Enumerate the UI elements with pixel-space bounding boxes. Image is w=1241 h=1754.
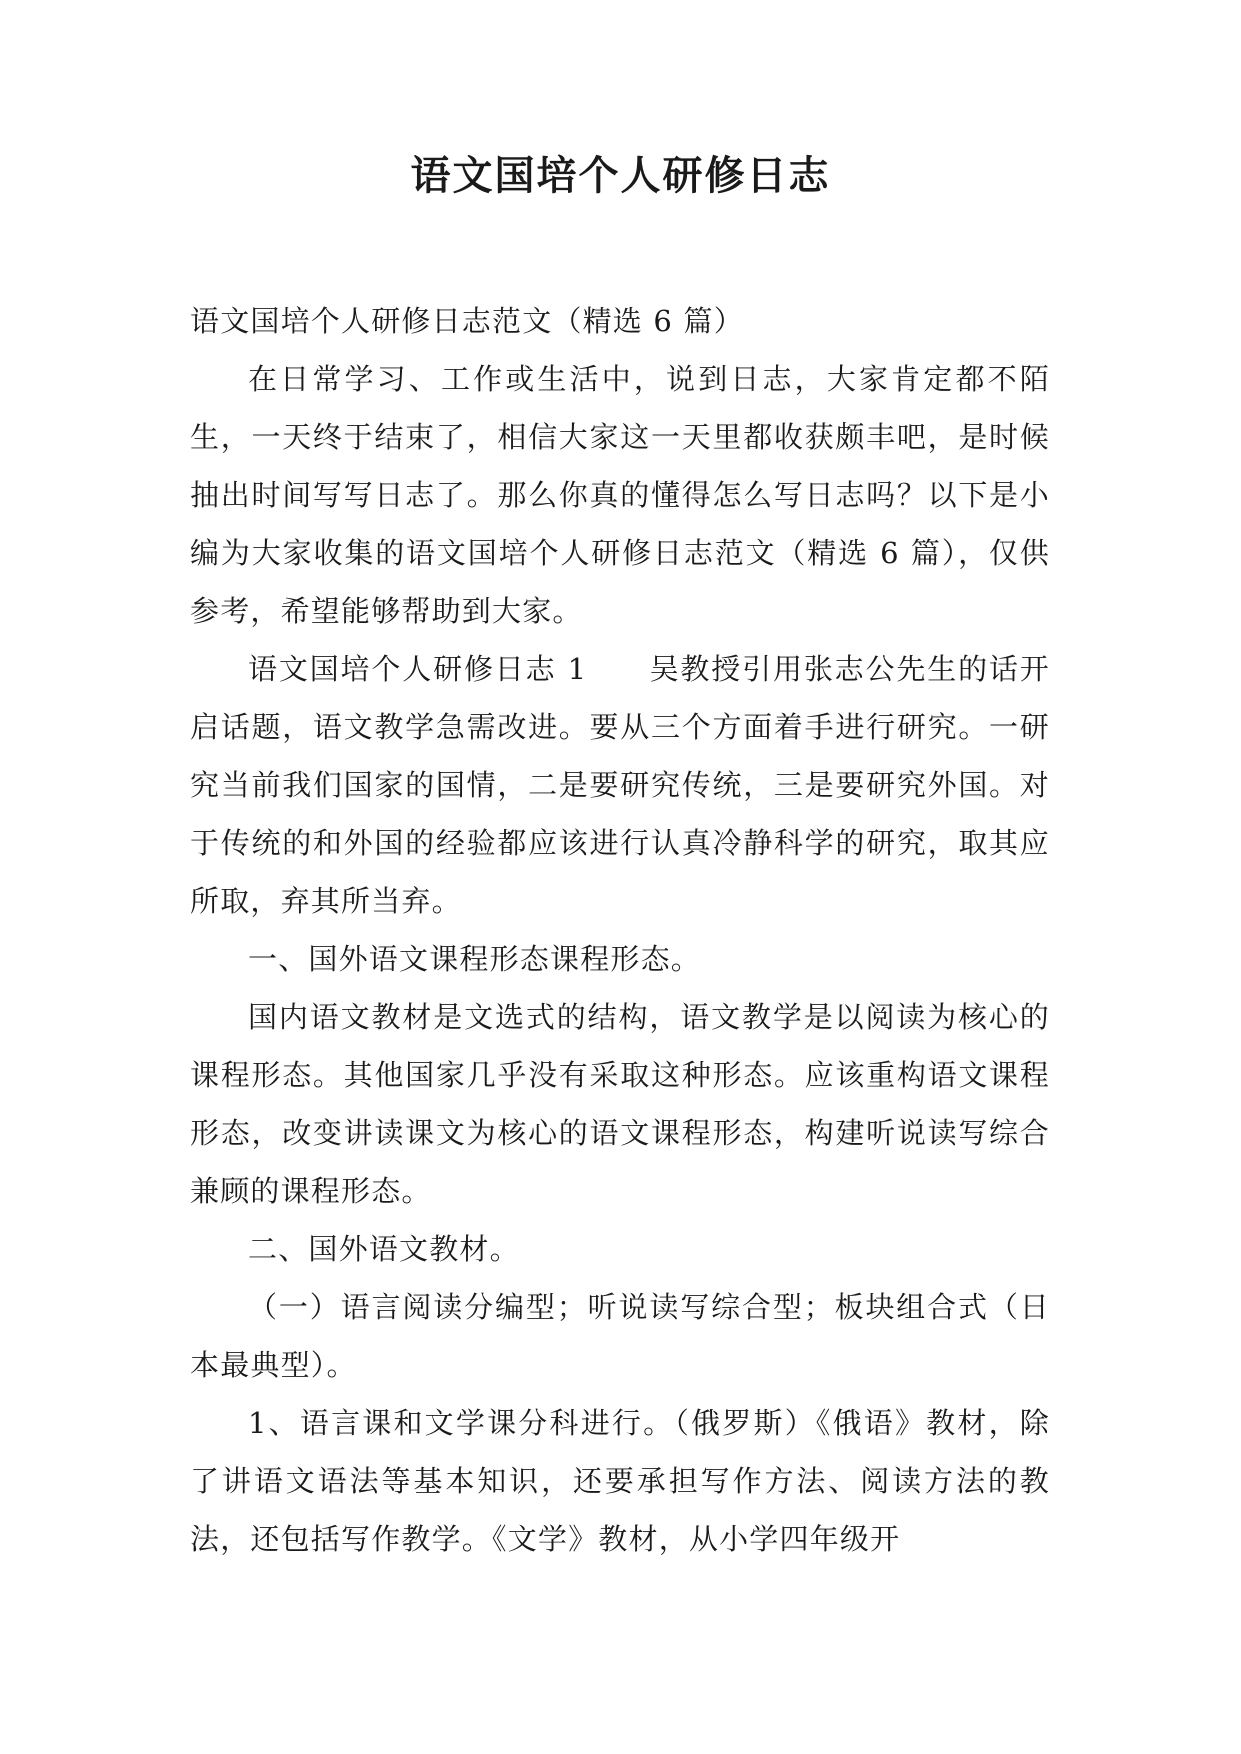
paragraph: （一）语言阅读分编型；听说读写综合型；板块组合式（日本最典型）。: [190, 1290, 1050, 1382]
section-heading: 二、国外语文教材。: [248, 1232, 520, 1266]
paragraph: 国内语文教材是文选式的结构，语文教学是以阅读为核心的课程形态。其他国家几乎没有采取这种形态。应该重构语文课程形态，改变讲读课文为核心的语文课程形态，构建听说读写综合兼顾的课程形态。: [190, 1000, 1050, 1208]
paragraph: 在日常学习、工作或生活中，说到日志，大家肯定都不陌生，一天终于结束了，相信大家这一天里都收获颇丰吧，是时候抽出时间写写日志了。那么你真的懂得怎么写日志吗？以下是小编为大家收集的语文国培个人研修日志范文（精选 6 篇），仅供参考，希望能够帮助到大家。: [190, 362, 1050, 628]
paragraph: 1、语言课和文学课分科进行。（俄罗斯）《俄语》教材，除了讲语文语法等基本知识，还要承担写作方法、阅读方法的教法，还包括写作教学。《文学》教材，从小学四年级开: [190, 1406, 1050, 1556]
document-body: [190, 292, 1050, 1568]
paragraph: 语文国培个人研修日志 1 吴教授引用张志公先生的话开启话题，语文教学急需改进。要从三个方面着手进行研究。一研究当前我们国家的国情，二是要研究传统，三是要研究外国。对于传统的和外国的经验都应该进行认真冷静科学的研究，取其应所取，弃其所当弃。: [190, 652, 1050, 918]
section-heading: 一、国外语文课程形态课程形态。: [248, 942, 702, 976]
document-title: 语文国培个人研修日志: [410, 152, 831, 199]
intro-line: 语文国培个人研修日志范文（精选 6 篇）: [190, 304, 744, 338]
